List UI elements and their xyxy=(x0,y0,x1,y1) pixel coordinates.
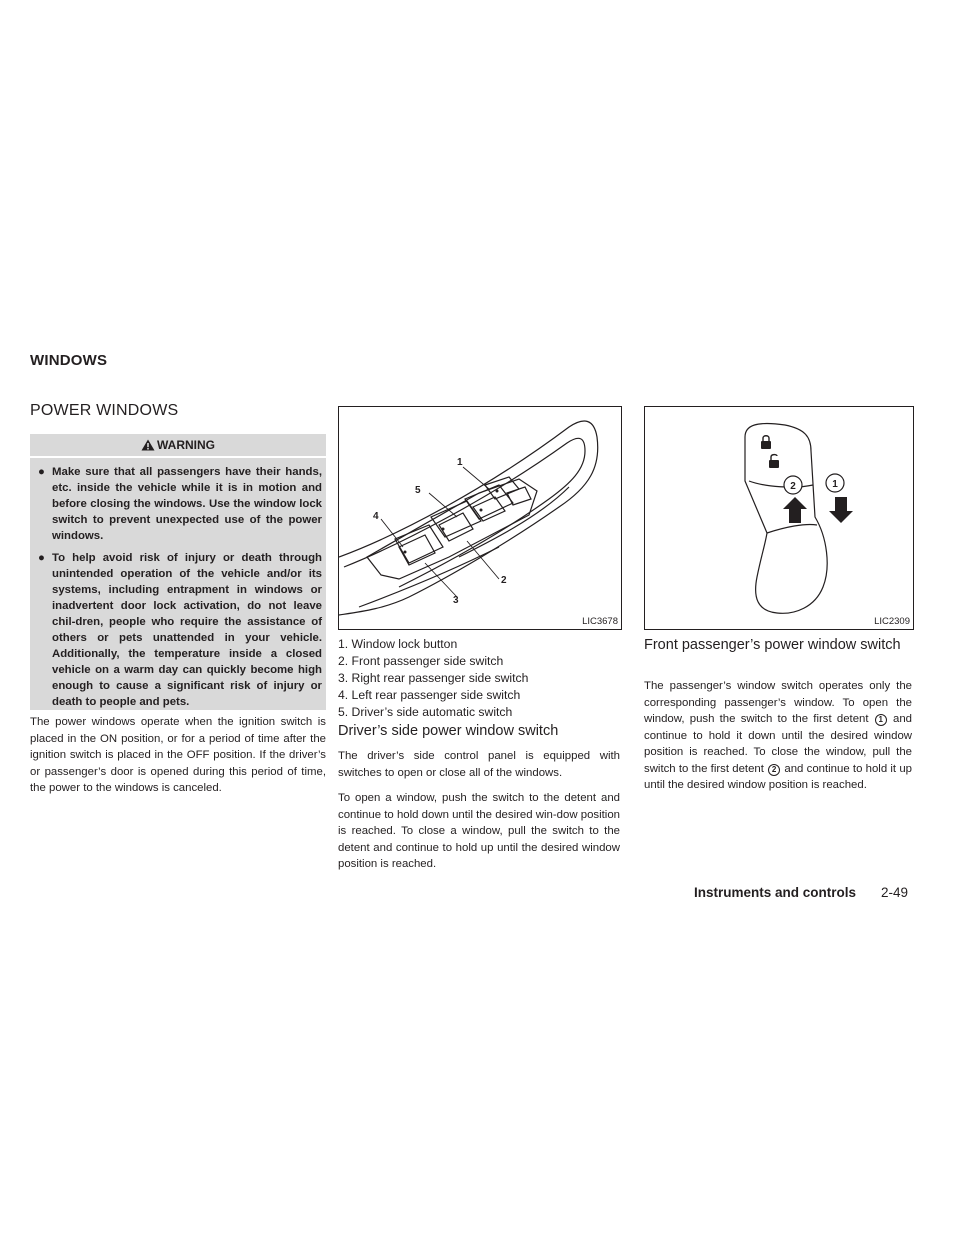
lock-icon xyxy=(761,436,771,449)
driver-paragraph-2: To open a window, push the switch to the detent and continue to hold down until the desired win-dow position is reached. To close a window, pull the switch to the detent and continue to hold up until the desired window position is reached. xyxy=(338,792,620,870)
list-item: 3. Right rear passenger side switch xyxy=(338,671,529,685)
callout-3: 3 xyxy=(453,595,459,606)
figure-code: LIC3678 xyxy=(582,616,618,627)
callout-5: 5 xyxy=(415,485,421,496)
callout-2: 2 xyxy=(501,575,507,586)
ref-number-2: 2 xyxy=(768,764,780,776)
warning-header xyxy=(30,434,326,456)
list-item: 5. Driver’s side automatic switch xyxy=(338,705,513,719)
warning-item xyxy=(38,550,322,710)
footer-chapter-title: Instruments and controls xyxy=(693,885,856,900)
callout-2: 2 xyxy=(790,481,796,492)
driver-switch-heading: Driver’s side power window switch xyxy=(338,723,559,739)
warning-box xyxy=(30,434,326,710)
callout-4: 4 xyxy=(373,511,379,522)
figure-code: LIC2309 xyxy=(874,616,910,627)
passenger-text-part3: and continue to hold it up until the desired window position is reached. xyxy=(644,762,912,791)
arrow-down-icon xyxy=(829,497,853,523)
intro-paragraph: The power windows operate when the ignition switch is placed in the ON position, or for a period of time after the ignition switch is placed in the OFF position. If the driver’s or passenger’s door is opened during this period of time, the power to the windows is canceled. xyxy=(30,716,326,794)
warning-label: WARNING xyxy=(157,438,215,452)
footer-page-number: 2-49 xyxy=(881,885,909,900)
passenger-switch-heading: Front passenger’s power window switch xyxy=(644,637,901,653)
callout-1: 1 xyxy=(832,479,838,490)
driver-paragraph-1: The driver’s side control panel is equipped with switches to open or close all of the windows. xyxy=(338,750,620,779)
bullet-icon: ● xyxy=(38,466,45,478)
list-item: 4. Left rear passenger side switch xyxy=(338,688,521,702)
subsection-title: POWER WINDOWS xyxy=(30,402,179,419)
warning-text: To help avoid risk of injury or death through unintended operation of the vehicle and/or its systems, including entrapment in windows or inadvertent door lock activation, do not leave chil-dren, people who require the assistance of others or pets unattended in your vehicle. Additionally, the temperature inside a closed vehicle on a warm day can quickly become high enough to cause a significant risk of injury or death to people and pets. xyxy=(52,552,322,708)
figure1-legend-list xyxy=(338,636,620,721)
passenger-paragraph xyxy=(644,678,912,794)
callout-1: 1 xyxy=(457,457,463,468)
bullet-icon: ● xyxy=(38,552,45,564)
warning-list xyxy=(38,464,322,716)
driver-switch-illustration xyxy=(339,407,621,629)
figure-passenger-switch xyxy=(644,406,914,630)
arrow-up-icon xyxy=(783,497,807,523)
passenger-switch-illustration xyxy=(645,407,913,629)
warning-item xyxy=(38,464,322,544)
warning-text: Make sure that all passengers have their hands, etc. inside the vehicle while it is in motion and before closing the windows. Use the window lock switch to prevent unexpected use of the power windows. xyxy=(52,466,322,542)
list-item: 1. Window lock button xyxy=(338,637,458,651)
figure-driver-switch xyxy=(338,406,622,630)
list-item: 2. Front passenger side switch xyxy=(338,654,504,668)
passenger-text-part1: The passenger’s window switch operates only the corresponding passenger’s window. To open the window, push the switch to the first detent xyxy=(644,680,912,725)
ref-number-1: 1 xyxy=(875,714,887,726)
warning-triangle-icon xyxy=(141,439,155,451)
section-title: WINDOWS xyxy=(30,352,108,369)
passenger-text-part2: and continue to hold it down until the desired window position is reached. To close the window, pull the switch to the first detent xyxy=(644,713,912,775)
unlock-icon xyxy=(769,455,779,468)
warning-divider xyxy=(30,456,326,458)
